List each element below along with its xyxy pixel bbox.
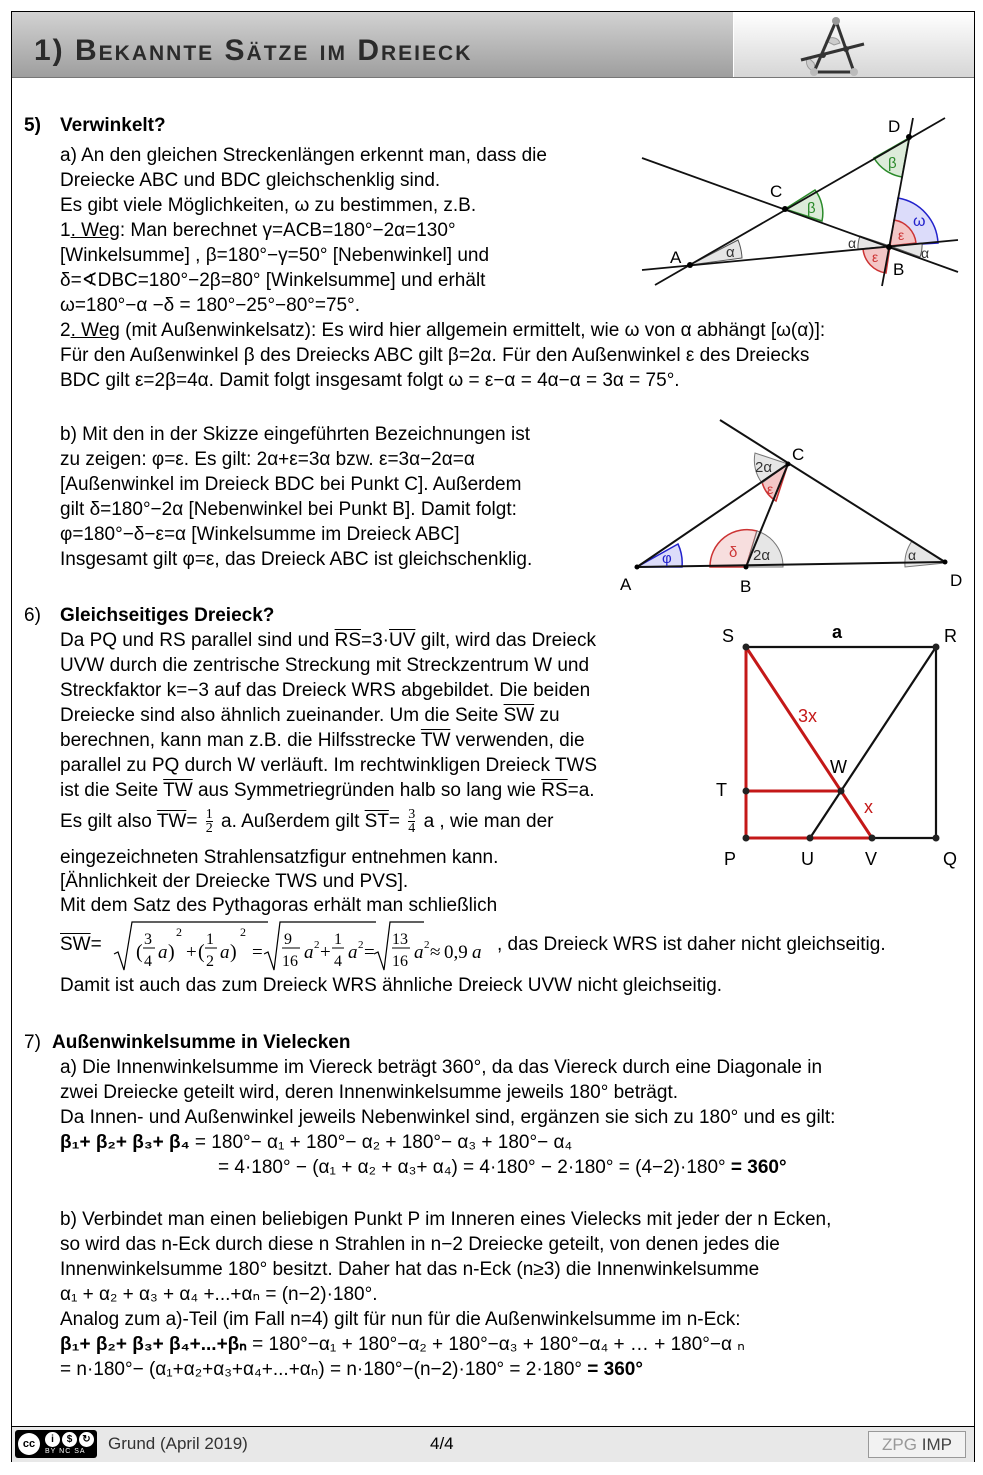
task5a-weg2-line <box>60 318 825 343</box>
svg-text:): ) <box>168 941 175 963</box>
task6-line <box>60 778 595 803</box>
task5b-line: Insgesamt gilt φ=ε, das Dreieck ABC ist gleichschenklig. <box>60 549 533 570</box>
label-D: D <box>888 117 901 136</box>
svg-text:≈: ≈ <box>430 942 441 963</box>
task5b-line: zu zeigen: φ=ε. Es gilt: 2α+ε=3α bzw. ε=3α−2α=α <box>60 449 475 470</box>
weg1-label: . Weg <box>70 220 120 241</box>
text-fragment: Da PQ und RS parallel sind und <box>60 630 335 651</box>
task5a-line: [Winkelsumme] , β=180°−γ=50° [Nebenwinkel] und <box>60 245 490 266</box>
page-title: 1) Bekannte Sätze im Dreieck <box>34 34 473 67</box>
text-fragment: $\overline{TW}$ <box>156 811 187 832</box>
task7-number: 7) <box>24 1032 41 1053</box>
label-eps: ε <box>898 227 905 243</box>
label-T: T <box>716 780 727 800</box>
label-Q: Q <box>943 849 958 869</box>
task5b-line: gilt δ=180°−2α [Nebenwinkel bei Punkt B]. Damit folgt: <box>60 499 517 520</box>
label-S: S <box>722 626 735 646</box>
text-fragment: berechnen, kann man z.B. die Hilfsstrecke <box>60 730 421 751</box>
task6-line: Damit ist auch das zum Dreieck WRS ähnliche Dreieck UVW nicht gleichseitig. <box>60 975 723 996</box>
task5a-weg1-line <box>60 218 456 243</box>
text-fragment: = 4·180° − (α₁ + α₂ + α₃+ α₄) = 4·180° − 2·180° = (4−2)·180° <box>218 1157 731 1178</box>
task7-line: Da Innen- und Außenwinkel jeweils Nebenwinkel sind, ergänzen sie sich zu 180° und es gilt: <box>60 1107 836 1128</box>
text-fragment: ist die Seite <box>60 780 164 801</box>
text-fragment: β₁+ β₂+ β₃+ β₄ <box>60 1132 190 1153</box>
svg-text:2: 2 <box>206 953 214 970</box>
text-fragment: Es gilt also <box>60 811 157 832</box>
svg-text:2: 2 <box>240 925 246 939</box>
task5a-line: BDC gilt ε=2β=4α. Damit folgt insgesamt folgt ω = ε−α = 4α−α = 3α = 75°. <box>60 370 680 391</box>
svg-text:2: 2 <box>176 925 182 939</box>
text-fragment: = 180°− α₁ + 180°− α₂ + 180°− α₃ + 180°− α₄ <box>189 1132 573 1153</box>
sw-label <box>60 932 102 957</box>
weg1-text: : Man berechnet γ=ACB=180°−2α=130° <box>119 220 456 241</box>
task7-equation <box>60 1332 745 1357</box>
task6-line: Mit dem Satz des Pythagoras erhält man schließlich <box>60 895 498 916</box>
header-logo-area <box>734 12 974 77</box>
text-fragment: $\overline{RS}$ <box>541 780 568 801</box>
text-fragment: = 360° <box>730 1157 787 1178</box>
task7-line: Innenwinkelsumme 180° besitzt. Daher hat das n-Eck (n≥3) die Innenwinkelsumme <box>60 1259 760 1280</box>
weg2-label: . Weg <box>70 320 120 341</box>
label-x: x <box>864 797 873 817</box>
figure-6-square <box>700 610 970 880</box>
svg-text:a: a <box>472 942 482 963</box>
svg-text:a: a <box>220 942 230 963</box>
task7-equation <box>60 1357 643 1382</box>
triangle-logo-icon <box>786 15 876 77</box>
text-fragment: = <box>186 811 203 832</box>
task5a-line: Für den Außenwinkel β des Dreiecks ABC gilt β=2α. Für den Außenwinkel ε des Dreiecks <box>60 345 810 366</box>
fraction-one-half <box>206 808 213 835</box>
task5-heading: Verwinkelt? <box>60 115 166 136</box>
text-fragment: = 180°−α₁ + 180°−α₂ + 180°−α₃ + 180°−α₄ + … + 180°−α ₙ <box>246 1334 745 1355</box>
svg-text:2: 2 <box>424 939 430 951</box>
cc-license-label: BY NC SA <box>45 1448 86 1455</box>
label-2alpha: 2α <box>755 459 773 476</box>
text-fragment: aus Symmetriegründen halb so lang wie <box>192 780 542 801</box>
svg-text:+: + <box>186 942 197 963</box>
label-eps: ε <box>872 249 879 265</box>
label-P: P <box>724 849 737 869</box>
svg-text:3: 3 <box>144 931 152 948</box>
svg-text:(: ( <box>136 941 143 963</box>
task6-number: 6) <box>24 605 41 626</box>
task7-line: so wird das n-Eck durch diese n Strahlen in n−2 Dreiecke geteilt, von denen jedes die <box>60 1234 780 1255</box>
weg2-text: (mit Außenwinkelsatz): Es wird hier allgemein ermittelt, wie ω von α abhängt [ω(α)]: <box>119 320 826 341</box>
weg1-number: 1 <box>60 220 71 241</box>
task7-line: Analog zum a)-Teil (im Fall n=4) gilt für nun für die Außenwinkelsumme im n-Eck: <box>60 1309 741 1330</box>
text-fragment: = 360° <box>587 1359 643 1380</box>
svg-text:9: 9 <box>284 931 292 948</box>
svg-text:=: = <box>364 942 375 963</box>
task7-equation <box>218 1155 787 1180</box>
text-fragment: 2 <box>205 821 213 837</box>
task7-equation <box>60 1130 572 1155</box>
text-fragment: $\overline{ST}$ <box>364 811 389 832</box>
label-a: a <box>832 622 843 642</box>
figure-5b <box>610 410 980 600</box>
svg-text:0,9: 0,9 <box>444 942 468 963</box>
svg-text:+: + <box>320 942 331 963</box>
task6-line <box>60 806 553 838</box>
footer-author: Grund (April 2019) <box>108 1434 248 1453</box>
task6-line: Streckfaktor k=−3 auf das Dreieck WRS abgebildet. Die beiden <box>60 680 591 701</box>
zpg-label: ZPG <box>882 1435 917 1454</box>
task6-line: [Ähnlichkeit der Dreiecke TWS und PVS]. <box>60 871 409 892</box>
task7-line: zwei Dreiecke geteilt wird, deren Innenwinkelsumme jeweils 180° beträgt. <box>60 1082 679 1103</box>
cc-badge: cc <box>18 1433 40 1455</box>
weg2-number: 2 <box>60 320 71 341</box>
nc-icon: $ <box>62 1432 77 1447</box>
task5b-line: φ=180°−δ−ε=α [Winkelsumme im Dreieck ABC] <box>60 524 460 545</box>
pythagoras-formula <box>112 918 492 974</box>
text-fragment: = <box>90 934 102 955</box>
task7-line: α₁ + α₂ + α₃ + α₄ +...+αₙ = (n−2)·180°. <box>60 1284 378 1305</box>
imp-label: IMP <box>921 1435 952 1454</box>
task6-line <box>60 703 560 728</box>
page-header <box>12 12 974 78</box>
task7-line: b) Verbindet man einen beliebigen Punkt P im Inneren eines Vielecks mit jeder der n Ecken, <box>60 1209 832 1230</box>
label-2alpha: 2α <box>753 547 771 564</box>
task6-line <box>60 628 596 653</box>
task6-line: parallel zu PQ durch W verläuft. Im rechtwinkligen Dreieck TWS <box>60 755 598 776</box>
text-fragment: $\overline{SW}$ <box>60 934 91 955</box>
text-fragment: 3 <box>408 807 416 823</box>
label-alpha: α <box>908 547 917 563</box>
figure-5a <box>630 110 970 290</box>
svg-text:=: = <box>252 942 263 963</box>
svg-text:1: 1 <box>206 931 214 948</box>
task5a-line: a) An den gleichen Streckenlängen erkennt man, dass die <box>60 145 547 166</box>
task5a-line: Es gibt viele Möglichkeiten, ω zu bestimmen, z.B. <box>60 195 477 216</box>
text-fragment: = n·180°− (α₁+α₂+α₃+α₄+...+αₙ) = n·180°−(n−2)·180° = 2·180° <box>60 1359 588 1380</box>
label-alpha: α <box>921 245 930 261</box>
text-fragment: a. Außerdem gilt <box>215 811 365 832</box>
svg-text:16: 16 <box>282 953 298 970</box>
label-3x: 3x <box>798 706 818 726</box>
text-fragment: = <box>388 811 406 832</box>
sa-icon: ↻ <box>79 1432 94 1447</box>
label-alpha: α <box>848 235 857 251</box>
label-R: R <box>944 626 957 646</box>
label-B: B <box>740 577 752 596</box>
text-fragment: $\overline{UV}$ <box>389 630 416 651</box>
task5a-line: δ=∢DBC=180°−2β=80° [Winkelsumme] und erhält <box>60 270 486 291</box>
svg-text:13: 13 <box>392 931 408 948</box>
label-A: A <box>670 248 682 267</box>
page-footer <box>12 1426 974 1462</box>
svg-text:(: ( <box>198 941 205 963</box>
text-fragment: $\overline{TW}$ <box>420 730 451 751</box>
label-A: A <box>620 575 632 594</box>
text-fragment: verwenden, die <box>450 730 585 751</box>
fraction-three-quarters <box>408 808 415 835</box>
task5a-line: Dreiecke ABC und BDC gleichschenklig sind. <box>60 170 441 191</box>
text-fragment: =3· <box>361 630 390 651</box>
text-fragment: zu <box>534 705 560 726</box>
label-D: D <box>950 571 963 590</box>
svg-text:a: a <box>414 942 424 963</box>
svg-text:2: 2 <box>358 939 364 951</box>
svg-text:16: 16 <box>392 953 408 970</box>
text-fragment: 1 <box>205 807 213 823</box>
label-beta: β <box>888 155 897 172</box>
svg-text:4: 4 <box>334 953 342 970</box>
svg-text:a: a <box>348 942 358 963</box>
task6-line: UVW durch die zentrische Streckung mit Streckzentrum W und <box>60 655 590 676</box>
text-fragment: =a. <box>567 780 595 801</box>
label-C: C <box>792 445 805 464</box>
task7-heading: Außenwinkelsumme in Vielecken <box>52 1032 351 1053</box>
task6-line: eingezeichneten Strahlensatzfigur entnehmen kann. <box>60 847 499 868</box>
task5a-line: ω=180°−α −δ = 180°−25°−80°=75°. <box>60 295 360 316</box>
svg-text:2: 2 <box>314 939 320 951</box>
label-omega: ω <box>913 213 926 230</box>
label-B: B <box>893 260 905 279</box>
footer-page-number: 4/4 <box>430 1434 454 1453</box>
svg-text:a: a <box>304 942 314 963</box>
task6-formula-tail: , das Dreieck WRS ist daher nicht gleichseitig. <box>497 934 886 955</box>
svg-text:4: 4 <box>144 953 152 970</box>
text-fragment: 4 <box>408 821 416 837</box>
text-fragment: $\overline{TW}$ <box>163 780 193 801</box>
zpg-imp-logo <box>868 1431 966 1458</box>
text-fragment: $\overline{RS}$ <box>334 630 362 651</box>
label-W: W <box>830 757 847 777</box>
label-C: C <box>770 182 783 201</box>
svg-text:): ) <box>230 941 237 963</box>
label-beta: β <box>807 200 816 217</box>
label-delta: δ <box>729 544 738 561</box>
label-U: U <box>801 849 814 869</box>
text-fragment: $\overline{SW}$ <box>503 705 535 726</box>
text-fragment: gilt, wird das Dreieck <box>415 630 596 651</box>
label-phi: φ <box>662 550 672 567</box>
label-V: V <box>865 849 878 869</box>
svg-text:a: a <box>158 942 168 963</box>
text-fragment: Dreiecke sind also ähnlich zueinander. Um die Seite <box>60 705 504 726</box>
task5b-line: b) Mit den in der Skizze eingeführten Bezeichnungen ist <box>60 424 530 445</box>
task7-line: a) Die Innenwinkelsumme im Viereck beträgt 360°, da das Viereck durch eine Diagonale in <box>60 1057 823 1078</box>
task5-number: 5) <box>24 115 41 136</box>
label-eps: ε <box>767 481 774 497</box>
task6-line <box>60 728 585 753</box>
task5b-line: [Außenwinkel im Dreieck BDC bei Punkt C]. Außerdem <box>60 474 522 495</box>
by-icon: i <box>45 1432 60 1447</box>
label-alpha: α <box>726 244 735 261</box>
cc-license-icon[interactable] <box>15 1430 97 1458</box>
text-fragment: β₁+ β₂+ β₃+ β₄+...+βₙ <box>60 1334 247 1355</box>
task6-heading: Gleichseitiges Dreieck? <box>60 605 275 626</box>
text-fragment: a , wie man der <box>418 811 554 832</box>
svg-text:1: 1 <box>334 931 342 948</box>
